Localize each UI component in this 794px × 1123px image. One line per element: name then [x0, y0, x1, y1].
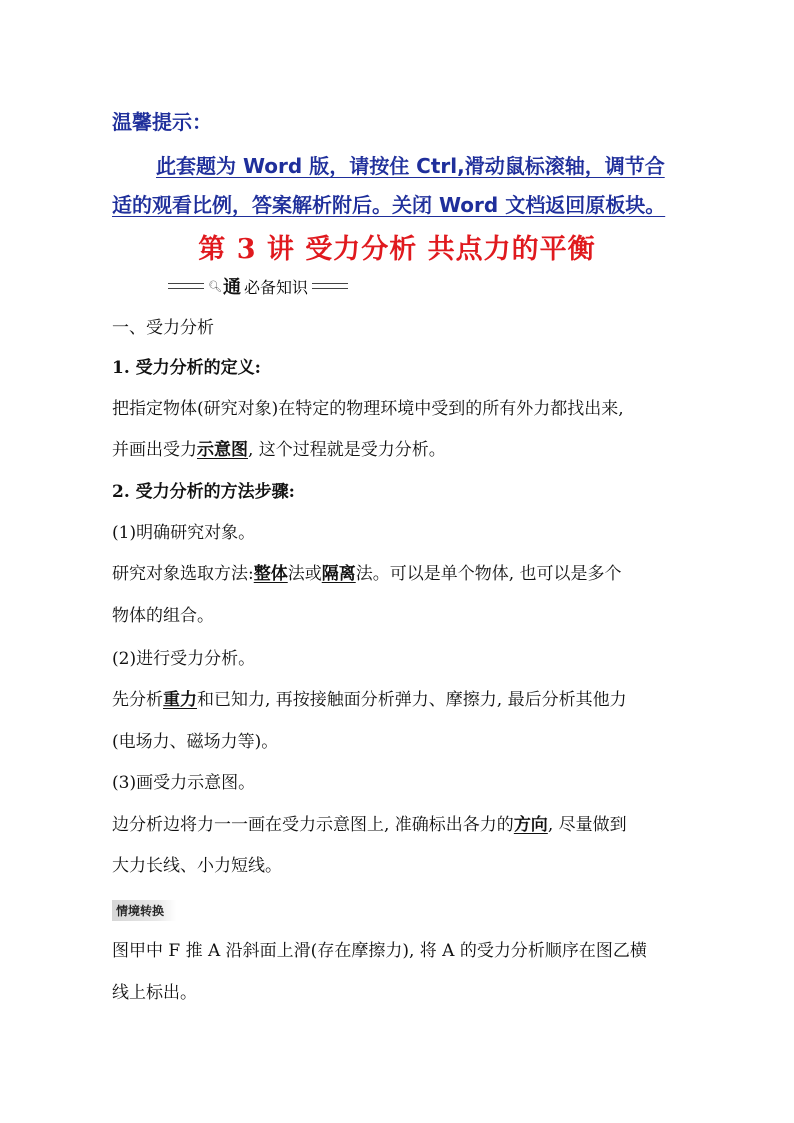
lecture-title: 第 3 讲 受力分析 共点力的平衡 [198, 234, 596, 265]
left-double-rule [168, 283, 204, 289]
banner-label: 必备知识 [243, 277, 308, 297]
step-2: (2)进行受力分析。 [112, 649, 256, 669]
key-term: 整体 [253, 564, 288, 584]
step-1: (1)明确研究对象。 [112, 523, 256, 543]
paragraph-line: 研究对象选取方法:整体法或隔离法。可以是单个物体, 也可以是多个 [112, 564, 622, 584]
paragraph-line: 物体的组合。 [112, 606, 214, 626]
key-term: 方向 [513, 815, 548, 835]
question-line: 图甲中 F 推 A 沿斜面上滑(存在摩擦力), 将 A 的受力分析顺序在图乙横 [112, 941, 647, 961]
tip-line-1: 此套题为 Word 版，请按住 Ctrl,滑动鼠标滚轴，调节合 [156, 154, 665, 178]
section-heading: 一、受力分析 [112, 318, 214, 338]
paragraph-line: 把指定物体(研究对象)在特定的物理环境中受到的所有外力都找出来, [112, 399, 624, 419]
tip-line-2: 适的观看比例，答案解析附后。关闭 Word 文档返回原板块。 [112, 193, 666, 217]
key-term: 重力 [163, 690, 197, 710]
paragraph-line: 大力长线、小力短线。 [112, 856, 282, 876]
key-term: 隔离 [321, 564, 356, 584]
paragraph-line: 边分析边将力一一画在受力示意图上, 准确标出各力的方向, 尽量做到 [112, 815, 627, 835]
key-term: 示意图 [197, 440, 248, 460]
section-banner [168, 276, 348, 296]
right-double-rule [312, 283, 348, 289]
tip-heading: 温馨提示： [112, 110, 212, 134]
question-line: 线上标出。 [112, 983, 197, 1003]
scenario-tag: 情境转换 [112, 900, 176, 921]
paragraph-line: 并画出受力示意图, 这个过程就是受力分析。 [112, 440, 446, 460]
paragraph-line: 先分析重力和已知力, 再按接触面分析弹力、摩擦力, 最后分析其他力 [112, 690, 627, 710]
subheading-definition: 1. 受力分析的定义: [112, 358, 261, 378]
paragraph-line: (电场力、磁场力等)。 [112, 732, 279, 752]
magnifier-icon: 🔍︎ 通 [208, 277, 241, 298]
step-3: (3)画受力示意图。 [112, 773, 256, 793]
subheading-steps: 2. 受力分析的方法步骤: [112, 482, 295, 502]
